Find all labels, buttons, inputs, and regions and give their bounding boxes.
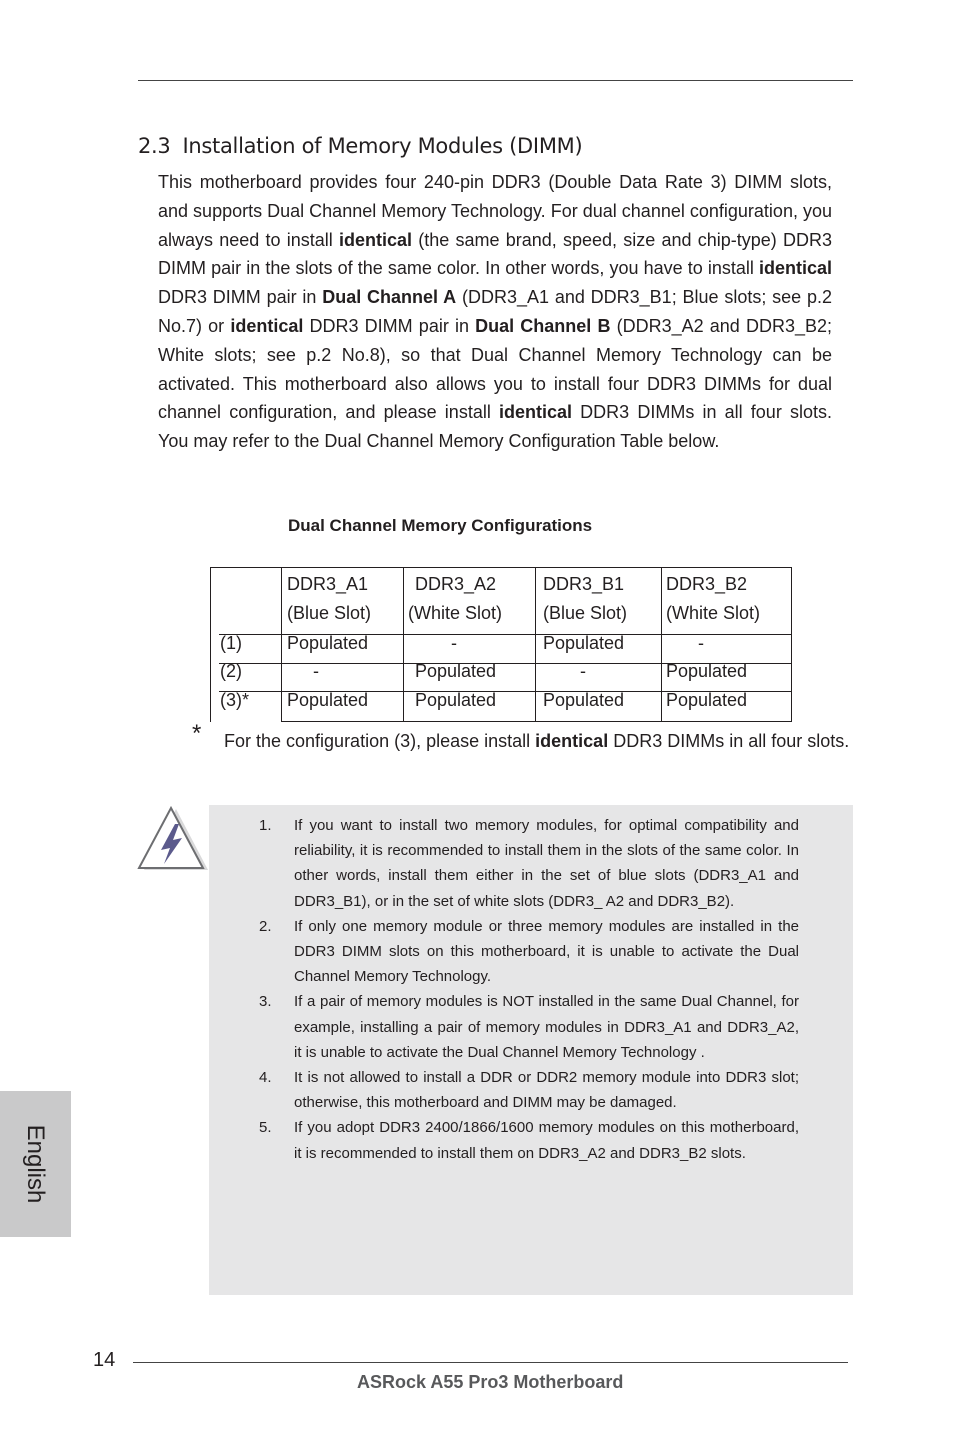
row-label: (3)* xyxy=(220,690,250,710)
memory-config-table xyxy=(210,567,792,722)
table-cell: - xyxy=(313,661,319,681)
table-border xyxy=(210,567,792,568)
intro-bold: Dual Channel B xyxy=(475,315,611,336)
column-header-color: (Blue Slot) xyxy=(287,603,372,623)
table-title: Dual Channel Memory Configurations xyxy=(288,516,593,535)
column-header-slot: DDR3_A1 xyxy=(287,574,369,594)
table-cell: Populated xyxy=(415,690,497,710)
notes-list xyxy=(259,813,799,1166)
list-item xyxy=(259,1115,799,1165)
intro-text: (the same brand, speed, size and chip-type) DDR3 DIMM pair in the slots of the same color. In other words, you have to install xyxy=(158,229,832,279)
warning-icon xyxy=(137,806,209,874)
note-number: 3. xyxy=(259,993,272,1011)
table-cell: - xyxy=(580,661,586,681)
intro-text: DDR3 DIMM pair in xyxy=(158,287,323,308)
note-number: 4. xyxy=(259,1069,272,1087)
list-item xyxy=(259,914,799,990)
footer-title: ASRock A55 Pro3 Motherboard xyxy=(357,1372,624,1392)
language-tab xyxy=(0,1091,71,1237)
note-number: 5. xyxy=(259,1119,272,1137)
row-label: (1) xyxy=(220,633,242,653)
column-header-color: (White Slot) xyxy=(408,603,503,623)
table-border xyxy=(403,567,404,722)
column-header-color: (Blue Slot) xyxy=(543,603,628,623)
note-text: It is not allowed to install a DDR or DDR2 memory module into DDR3 slot; otherwise, this motherboard and DIMM may be damaged. xyxy=(294,1069,799,1112)
table-cell: Populated xyxy=(666,661,748,681)
column-header-color: (White Slot) xyxy=(666,603,761,623)
intro-paragraph xyxy=(158,168,832,456)
table-cell: Populated xyxy=(543,690,625,710)
table-cell: Populated xyxy=(666,690,748,710)
list-item xyxy=(259,989,799,1065)
list-item xyxy=(259,1065,799,1115)
table-border xyxy=(210,567,211,722)
intro-bold: identical xyxy=(230,315,304,336)
footnote-pre: For the configuration (3), please install xyxy=(224,731,536,751)
note-text: If only one memory module or three memory modules are installed in the DDR3 DIMM slots on this motherboard, it is unable to activate the Dual Channel Memory Technology. xyxy=(294,917,799,986)
intro-bold: Dual Channel A xyxy=(322,287,457,308)
section-title xyxy=(138,134,582,158)
section-heading: Installation of Memory Modules (DIMM) xyxy=(182,134,583,158)
table-cell: - xyxy=(698,633,704,653)
table-cell: Populated xyxy=(287,690,369,710)
row-label: (2) xyxy=(220,661,242,681)
table-border xyxy=(661,567,662,722)
column-header-slot: DDR3_B2 xyxy=(666,574,748,594)
table-border xyxy=(281,567,282,722)
footnote-text xyxy=(224,722,854,760)
footnote-mark: * xyxy=(192,720,202,747)
intro-text: (DDR3_A1 and DDR3_B1; Blue slots; see p.2 No.7) or xyxy=(158,287,832,336)
footnote-post: DDR3 DIMMs in all four slots. xyxy=(608,731,850,751)
table-border xyxy=(535,567,536,722)
intro-bold: identical xyxy=(758,258,832,279)
note-text: If you want to install two memory modules, for optimal compatibility and reliability, it is recommended to install them in the slots of the same color. In other words, install them either in the set of blue slots (DDR3_A1 and DDR3_B1), or in the set of white slots (DDR3_ A2 and DDR3_B2). xyxy=(294,817,799,910)
note-text: If a pair of memory modules is NOT installed in the same Dual Channel, for example, installing a pair of memory modules in DDR3_A1 and DDR3_A2, it is unable to activate the Dual Channel Memory Technology . xyxy=(294,993,799,1061)
table-cell: Populated xyxy=(543,633,625,653)
footnote-bold: identical xyxy=(535,731,609,751)
note-text: If you adopt DDR3 2400/1866/1600 memory modules on this motherboard, it is recommended to install them on DDR3_A2 and DDR3_B2 slots. xyxy=(294,1119,799,1162)
intro-text: (DDR3_A2 and DDR3_B2; White slots; see p.2 No.8), so that Dual Channel Memory Technology can be activated. This motherboard also allows you to install four DDR3 DIMMs for dual channel configuration, and please install xyxy=(158,315,832,423)
intro-text: DDR3 DIMMs in all four slots. You may refer to the Dual Channel Memory Configuration Table below. xyxy=(158,402,832,452)
intro-text: This motherboard provides four 240-pin DDR3 (Double Data Rate 3) DIMM slots, and supports Dual Channel Memory Technology. For dual channel configuration, you always need to install xyxy=(158,172,832,250)
intro-bold: identical xyxy=(338,229,413,250)
table-cell: Populated xyxy=(415,661,497,681)
intro-bold: identical xyxy=(498,402,573,423)
column-header-slot: DDR3_B1 xyxy=(543,574,625,594)
header-rule xyxy=(138,80,853,81)
note-number: 1. xyxy=(259,817,272,834)
section-number: 2.3 xyxy=(138,134,171,158)
language-tab-label: English xyxy=(22,1124,49,1204)
note-number: 2. xyxy=(259,917,272,935)
intro-text: DDR3 DIMM pair in xyxy=(303,315,476,336)
list-item xyxy=(259,813,799,914)
footer-rule xyxy=(133,1362,848,1363)
table-cell: - xyxy=(451,633,457,653)
table-border xyxy=(791,567,792,722)
page-number: 14 xyxy=(93,1349,116,1371)
column-header-slot: DDR3_A2 xyxy=(415,574,497,594)
table-cell: Populated xyxy=(287,633,369,653)
